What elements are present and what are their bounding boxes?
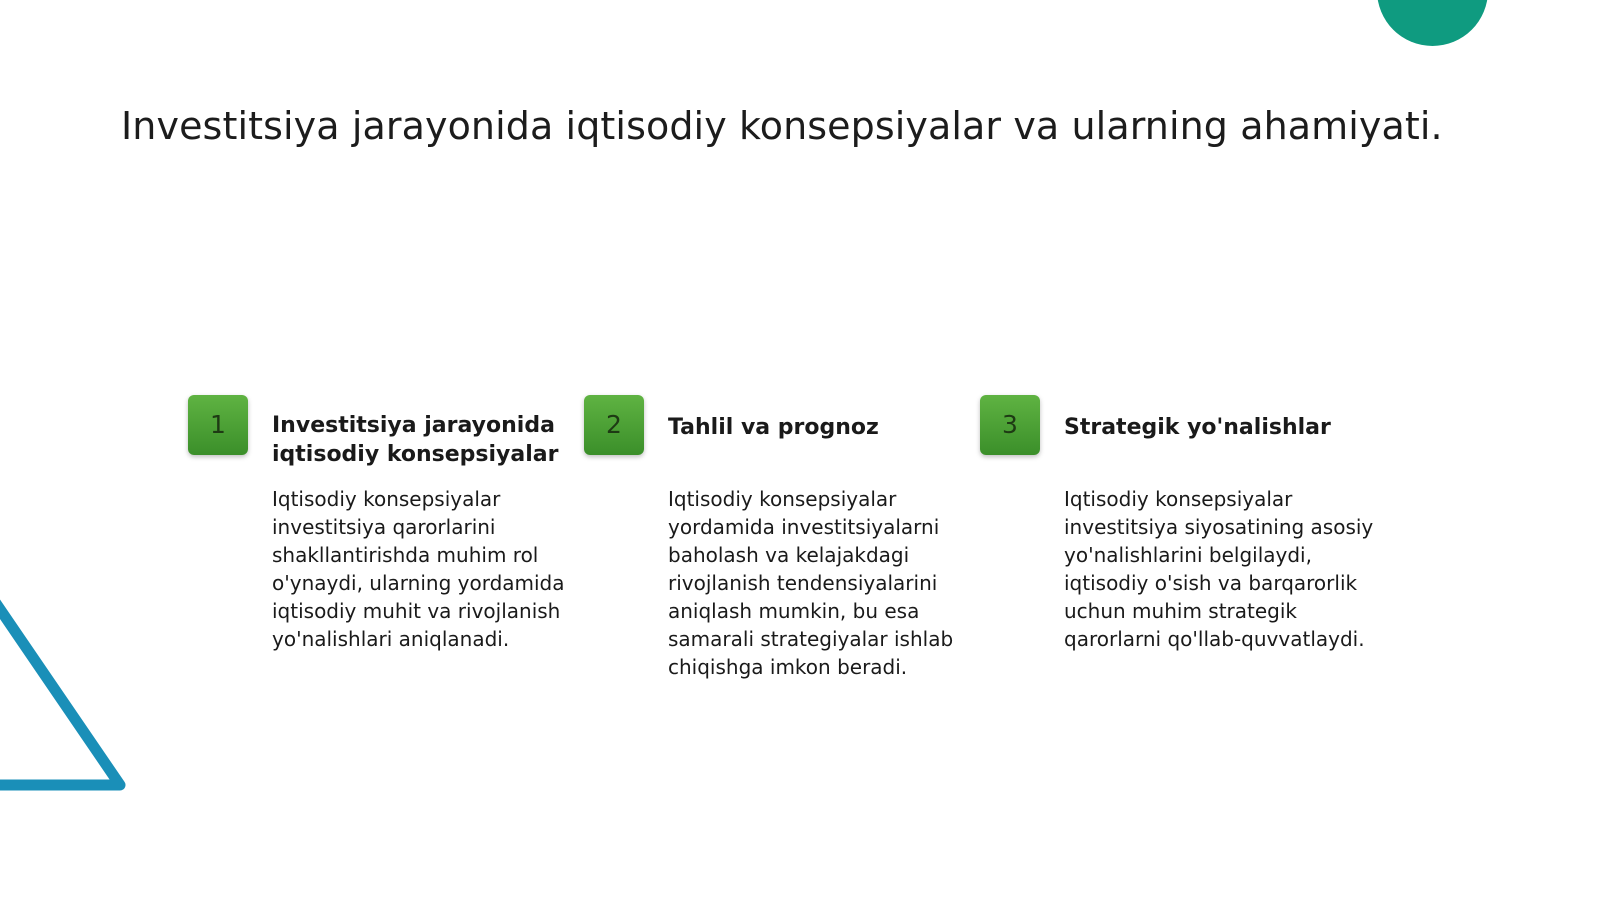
decorative-circle	[1377, 0, 1488, 46]
card-title-2: Tahlil va prognoz	[668, 415, 879, 440]
decorative-triangle	[0, 560, 140, 820]
card-title-1: Investitsiya jarayonida iqtisodiy konsepsiyalar	[272, 413, 559, 467]
card-title-3: Strategik yo'nalishlar	[1064, 415, 1331, 440]
card-body-3: Iqtisodiy konsepsiyalar investitsiya siyosatining asosiy yo'nalishlarini belgilaydi, iqtisodiy o'sish va barqarorlik uchun muhim strategik qarorlarni qo'llab-quvvatlaydi.	[1064, 487, 1374, 651]
number-badge-3: 3	[980, 395, 1040, 455]
number-badge-2: 2	[584, 395, 644, 455]
card-body-1: Iqtisodiy konsepsiyalar investitsiya qarorlarini shakllantirishda muhim rol o'ynaydi, ularning yordamida iqtisodiy muhit va rivojlanish yo'nalishlari aniqlanadi.	[272, 487, 565, 651]
page-title: Investitsiya jarayonida iqtisodiy konsepsiyalar va ularning ahamiyati.	[121, 104, 1443, 148]
number-badge-1: 1	[188, 395, 248, 455]
card-body-2: Iqtisodiy konsepsiyalar yordamida investitsiyalarni baholash va kelajakdagi rivojlanish tendensiyalarini aniqlash mumkin, bu esa samarali strategiyalar ishlab chiqishga imkon beradi.	[668, 487, 954, 679]
